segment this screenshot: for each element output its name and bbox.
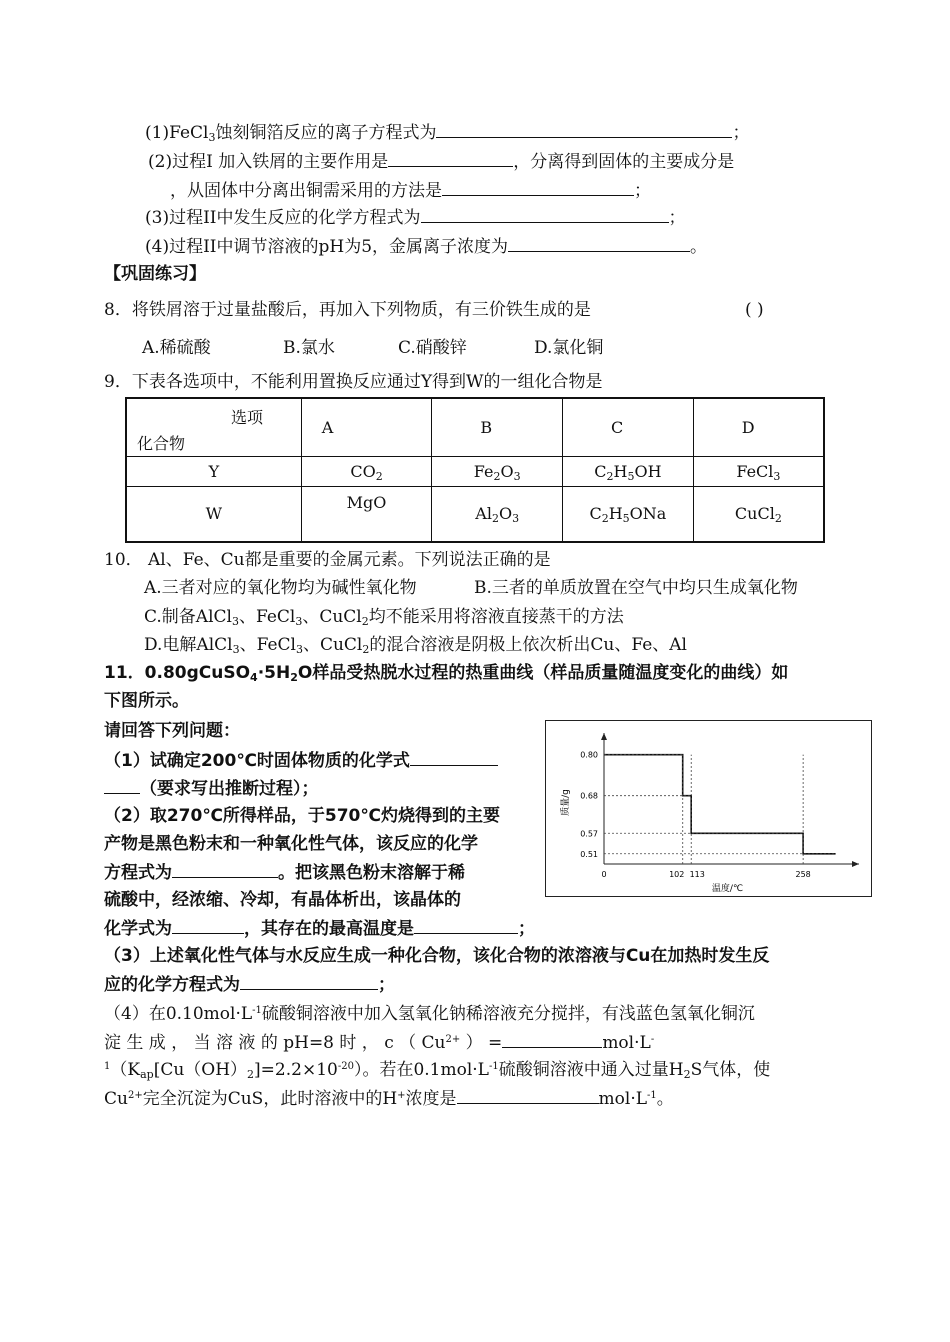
x-axis-label: 温度/℃ bbox=[711, 884, 744, 894]
q11-part2-l4: 硫酸中，经浓缩、冷却，有晶体析出，该晶体的 bbox=[104, 890, 461, 910]
cell-y-b: $Fe_2O_3$ bbox=[432, 456, 563, 486]
q10-option-b: B.三者的单质放置在空气中均只生成氧化物 bbox=[474, 578, 798, 598]
q7-part4: (4)过程II中调节溶液的pH为5，金属离子浓度为 。 bbox=[145, 237, 708, 257]
q8-option-b: B.氯水 bbox=[283, 338, 335, 358]
x-tick-label: 0 bbox=[601, 870, 607, 879]
section-title: 【巩固练习】 bbox=[104, 264, 206, 284]
col-header-b: B bbox=[432, 398, 563, 456]
y-axis-arrow bbox=[601, 733, 607, 740]
q8-option-c: C.硝酸锌 bbox=[398, 338, 467, 358]
answer-blank[interactable] bbox=[240, 973, 378, 990]
cell-w-a: MgO bbox=[301, 486, 432, 542]
q11-part2-l3: 方程式为 。把该黑色粉末溶解于稀 bbox=[104, 863, 465, 883]
answer-blank[interactable] bbox=[104, 777, 140, 794]
y-axis-label: 质量/g bbox=[561, 789, 571, 816]
answer-blank[interactable] bbox=[421, 206, 669, 223]
answer-blank[interactable] bbox=[436, 121, 732, 138]
q8-option-d: D.氯化铜 bbox=[534, 338, 604, 358]
col-header-d: D bbox=[693, 398, 824, 456]
q7-part2: (2)过程Ⅰ 加入铁屑的主要作用是 ，分离得到固体的主要成分是 bbox=[148, 152, 735, 172]
q7-part1: (1)FeCl$_3$蚀刻铜箔反应的离子方程式为 ； bbox=[145, 123, 750, 144]
q11-part3: （3）上述氧化性气体与水反应生成一种化合物，该化合物的浓溶液与Cu在加热时发生反 bbox=[104, 946, 770, 966]
q9-options-table bbox=[125, 397, 825, 543]
q9-stem: 9．下表各选项中，不能利用置换反应通过Y得到W的一组化合物是 bbox=[104, 372, 603, 392]
answer-blank[interactable] bbox=[172, 917, 244, 934]
table-corner-header: 选项 化合物 bbox=[126, 398, 301, 456]
series-line bbox=[604, 755, 836, 854]
q11-part4-l2: 淀 生 成 ， 当 溶 液 的 pH=8 时 ， c （ $Cu^{2+}$ ） = mol·L- bbox=[104, 1033, 655, 1053]
q10-option-a: A.三者对应的氧化物均为碱性氧化物 bbox=[144, 578, 417, 598]
cell-w-b: $Al_2O_3$ bbox=[432, 486, 563, 542]
q11-part1: （1）试确定200℃时固体物质的化学式 bbox=[104, 749, 498, 772]
col-header-c: C bbox=[563, 398, 694, 456]
q8-stem: 8．将铁屑溶于过量盐酸后，再加入下列物质，有三价铁生成的是 bbox=[104, 300, 591, 320]
y-tick-label: 0.80 bbox=[580, 750, 598, 760]
answer-blank[interactable] bbox=[508, 235, 690, 252]
q11-part2-l5: 化学式为 ，其存在的最高温度是 ； bbox=[104, 919, 535, 939]
cell-y-c: $C_2H_5OH$ bbox=[563, 456, 694, 486]
q11-part3-l2: 应的化学方程式为 ； bbox=[104, 975, 395, 995]
answer-blank[interactable] bbox=[410, 749, 498, 766]
q10-option-c: C.制备AlCl$_3$、FeCl$_3$、CuCl$_2$均不能采用将溶液直接蒸干的方法 bbox=[144, 607, 624, 628]
x-tick-label: 102 bbox=[669, 870, 685, 879]
q10-stem: 10． Al、Fe、Cu都是重要的金属元素。下列说法正确的是 bbox=[104, 550, 551, 570]
y-tick-label: 0.57 bbox=[580, 829, 598, 839]
answer-blank[interactable] bbox=[442, 179, 634, 196]
q11-stem: 11．$0.80gCuSO_4\cdot 5H_2O$样品受热脱水过程的热重曲线（样品质量随温度变化的曲线）如 bbox=[104, 663, 789, 684]
answer-blank[interactable] bbox=[388, 150, 513, 167]
q10-option-d: D.电解AlCl$_3$、FeCl$_3$、CuCl$_2$的混合溶液是阴极上依次析出Cu、Fe、Al bbox=[144, 635, 687, 656]
cell-w-d: CuCl$_2$ bbox=[693, 486, 824, 542]
q7-part3: (3)过程II中发生反应的化学方程式为 ； bbox=[145, 208, 686, 228]
q11-part2: （2）取270℃所得样品，于570℃灼烧得到的主要 bbox=[104, 806, 500, 826]
cell-w-c: $C_2H_5ONa$ bbox=[563, 486, 694, 542]
y-tick-label: 0.51 bbox=[580, 849, 598, 859]
answer-blank[interactable] bbox=[414, 917, 518, 934]
cell-y-d: FeCl$_3$ bbox=[693, 456, 824, 486]
answer-blank[interactable] bbox=[172, 861, 278, 878]
chart-svg bbox=[546, 721, 871, 896]
q11-prompt: 请回答下列问题： bbox=[104, 721, 240, 741]
q11-part4: （4）在$0.10mol\cdot L^{-1}$硫酸铜溶液中加入氢氧化钠稀溶液充分搅拌，有浅蓝色氢氧化铜沉 bbox=[104, 1004, 755, 1024]
x-tick-label: 113 bbox=[689, 870, 705, 879]
x-tick-label: 258 bbox=[795, 870, 811, 879]
col-header-a: A bbox=[301, 398, 432, 456]
q11-stem-cont: 下图所示。 bbox=[104, 691, 189, 711]
answer-blank[interactable] bbox=[502, 1031, 602, 1048]
q11-part4-l3: $^1(K_{ap}[Cu(OH)_2]=2.2\times 10^{-20})$。若在$0.1mol\cdot L^{-1}$硫酸铜溶液中通入过量$H_2S$气体，使 bbox=[104, 1060, 771, 1081]
answer-blank[interactable] bbox=[457, 1087, 599, 1104]
q11-part4-l4: $Cu^{2+}$完全沉淀为CuS，此时溶液中的H+浓度是 $mol\cdot L^{-1}$。 bbox=[104, 1089, 674, 1109]
q11-part2-l2: 产物是黑色粉末和一种氧化性气体，该反应的化学 bbox=[104, 834, 478, 854]
q7-part2b: ，从固体中分离出铜需采用的方法是 ； bbox=[170, 181, 651, 201]
thermogravimetric-chart bbox=[545, 720, 872, 897]
q11-part1-cont: （要求写出推断过程）； bbox=[104, 777, 319, 800]
row-label-w: W bbox=[126, 486, 301, 542]
x-axis-arrow bbox=[852, 861, 859, 867]
y-tick-label: 0.68 bbox=[580, 791, 598, 801]
row-label-y: Y bbox=[126, 456, 301, 486]
q8-answer-paren[interactable]: ( ) bbox=[745, 300, 764, 320]
cell-y-a: $CO_2$ bbox=[301, 456, 432, 486]
q8-option-a: A.稀硫酸 bbox=[142, 338, 211, 358]
